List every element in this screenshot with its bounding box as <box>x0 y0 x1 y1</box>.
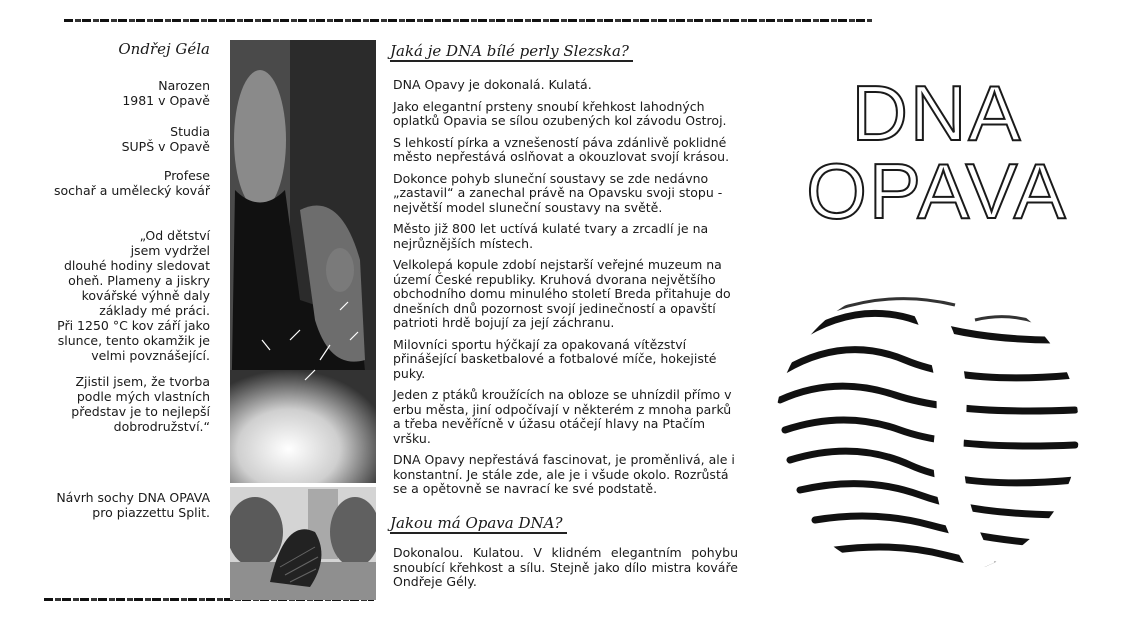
section1-heading: Jaká je DNA bílé perly Slezska? <box>390 42 633 62</box>
sculpture-caption <box>56 490 210 520</box>
born-block <box>30 78 210 108</box>
study-label: Studia <box>170 124 210 139</box>
profession-label: Profese <box>163 168 210 183</box>
quote-line: základy mé práci. <box>99 303 210 318</box>
quote-line: podle mých vlastních <box>76 389 210 404</box>
title-line-2: OPAVA <box>806 147 1068 235</box>
study-value: SUPŠ v Opavě <box>121 139 210 154</box>
dna-circle-illustration <box>775 280 1080 580</box>
title-line-1: DNA <box>851 69 1023 157</box>
quote-line: „Od dětství <box>139 228 210 243</box>
artist-quote-1 <box>57 228 210 363</box>
born-label: Narozen <box>158 78 210 93</box>
quote-line: velmi povznášející. <box>91 348 210 363</box>
blacksmith-photo <box>230 40 376 483</box>
quote-line: Zjistil jsem, že tvorba <box>75 374 210 389</box>
study-block <box>30 124 210 154</box>
quote-line: dobrodružství.“ <box>113 419 210 434</box>
dna-opava-title <box>772 69 1102 235</box>
top-decorative-rule <box>64 19 872 22</box>
profession-block <box>30 168 210 198</box>
paragraph: DNA Opavy nepřestává fascinovat, je proměnlivá, ale i konstantní. Je stále zde, ale je i všude okolo. Rozrůstá se a opětovně se navrací ke své podstatě. <box>393 452 735 496</box>
paragraph: Milovníci sportu hýčkají za opakovaná vítězství přinášející basketbalové a fotbalové míče, hokejisté puky. <box>393 336 717 381</box>
artist-quote-2 <box>71 374 210 434</box>
quote-line: oheň. Plameny a jiskry <box>68 273 210 288</box>
paragraph: S lehkostí pírka a vznešeností páva zdánlivě poklidné město nepřestává oslňovat a okouzlovat svojí krásou. <box>393 134 730 164</box>
quote-line: kovářské výhně daly <box>81 288 210 303</box>
quote-line: jsem vydržel <box>130 243 210 258</box>
profession-value: sochař a umělecký kovář <box>54 183 210 198</box>
section2-heading: Jakou má Opava DNA? <box>390 514 567 534</box>
quote-line: slunce, tento okamžik je <box>57 333 210 348</box>
artist-signature: Ondřej Géla <box>118 40 210 58</box>
section2-body <box>393 546 738 597</box>
paragraph: DNA Opavy je dokonalá. Kulatá. <box>393 77 592 92</box>
caption-line: Návrh sochy DNA OPAVA <box>56 490 210 505</box>
quote-line: představ je to nejlepší <box>71 404 210 419</box>
paragraph: Dokonce pohyb sluneční soustavy se zde nedávno „zastavil“ a zanechal právě na Opavsku svoji stopu - největší model sluneční soustavy na světě. <box>393 170 723 215</box>
dna-sculpture-drawing <box>775 280 1080 580</box>
paragraph: Jako elegantní prsteny snoubí křehkost lahodných oplatků Opavia se sílou ozubených kol závodu Ostroj. <box>393 98 727 128</box>
section1-body <box>393 78 738 504</box>
paragraph: Jeden z ptáků kroužících na obloze se uhnízdil přímo v erbu města, jiní odpočívají v některém z mnoha parků a třeba nevěřícně v úžasu otáčejí hlavy na Ptačím vršku. <box>393 387 732 446</box>
born-value: 1981 v Opavě <box>122 93 210 108</box>
blacksmith-illustration <box>230 40 376 483</box>
quote-line: dlouhé hodiny sledovat <box>63 258 210 273</box>
quote-line: Při 1250 °C kov září jako <box>57 318 210 333</box>
caption-line: pro piazzettu Split. <box>92 505 210 520</box>
paragraph: Dokonalou. Kulatou. V klidném elegantním pohybu snoubící křehkost a sílu. Stejně jako dílo mistra kováře Ondřeje Gély. <box>393 545 738 589</box>
sculpture-photo <box>230 487 376 600</box>
paragraph: Velkolepá kopule zdobí nejstarší veřejné muzeum na území České republiky. Kruhová dvorana největšího obchodního domu minulého století Breda přitahuje do dnešních dnů pozornost svojí jedinečností a opavští patrioti hrdě bojují za její záchranu. <box>393 257 731 330</box>
paragraph: Město již 800 let uctívá kulaté tvary a zrcadlí je na nejrůznějších místech. <box>393 221 709 251</box>
sculpture-illustration <box>230 487 376 600</box>
